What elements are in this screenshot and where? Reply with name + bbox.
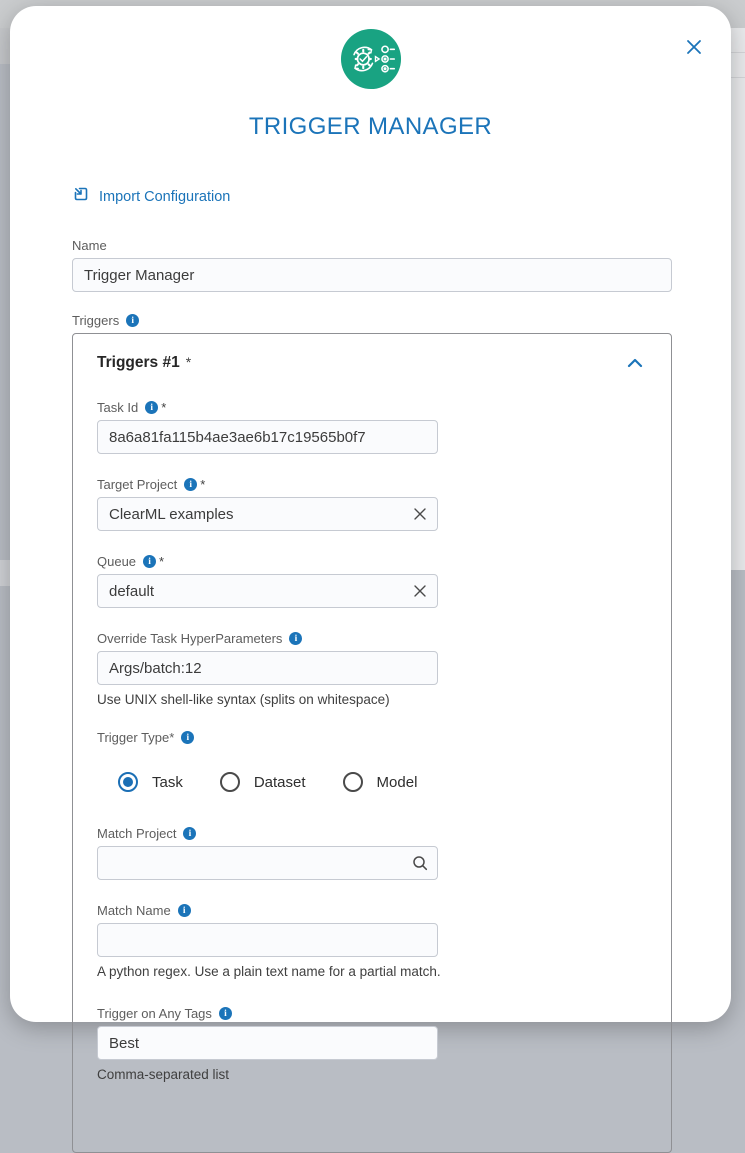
triggers-section-label: Triggers i — [72, 313, 672, 328]
match-project-label: Match Project i — [97, 826, 647, 841]
backdrop-divider — [729, 77, 745, 78]
queue-label: Queue i * — [97, 554, 165, 569]
clear-x-icon[interactable] — [411, 505, 429, 523]
import-configuration-label: Import Configuration — [99, 188, 231, 205]
trigger-tags-helper: Comma-separated list — [97, 1067, 230, 1082]
info-icon[interactable]: i — [181, 731, 194, 744]
trigger-manager-icon — [340, 28, 402, 95]
import-icon — [72, 185, 90, 208]
task-id-input[interactable] — [97, 420, 438, 454]
close-icon[interactable] — [683, 36, 705, 58]
info-icon[interactable]: i — [184, 478, 197, 491]
target-project-label: Target Project i * — [97, 477, 206, 492]
name-input[interactable] — [72, 258, 672, 292]
trigger-group-panel — [72, 333, 672, 1153]
info-icon[interactable]: i — [143, 555, 156, 568]
clear-x-icon[interactable] — [411, 582, 429, 600]
override-hyperparams-helper: Use UNIX shell-like syntax (splits on whitespace) — [97, 692, 390, 707]
info-icon[interactable]: i — [219, 1007, 232, 1020]
radio-icon — [118, 772, 138, 792]
info-icon[interactable]: i — [145, 401, 158, 414]
trigger-manager-dialog — [10, 6, 731, 1082]
override-hyperparams-input[interactable] — [97, 651, 438, 685]
chevron-up-icon[interactable] — [623, 351, 647, 375]
queue-input[interactable] — [97, 574, 438, 608]
target-project-input[interactable] — [97, 497, 438, 531]
info-icon[interactable]: i — [183, 827, 196, 840]
radio-model[interactable]: Model — [343, 772, 418, 792]
radio-dataset[interactable]: Dataset — [220, 772, 306, 792]
match-name-input[interactable] — [97, 923, 438, 957]
info-icon[interactable]: i — [178, 904, 191, 917]
override-hyperparams-label: Override Task HyperParameters i — [97, 631, 647, 646]
match-name-label: Match Name i — [97, 903, 647, 918]
backdrop-divider — [729, 52, 745, 53]
import-configuration-link[interactable] — [72, 185, 230, 208]
page-backdrop-right — [729, 28, 745, 570]
match-project-input[interactable] — [97, 846, 438, 880]
name-field-label: Name — [72, 238, 107, 253]
trigger-tags-input[interactable] — [97, 1026, 438, 1060]
search-icon[interactable] — [411, 854, 429, 872]
info-icon[interactable]: i — [289, 632, 302, 645]
page-title: TRIGGER MANAGER — [248, 113, 493, 140]
trigger-group-title: Triggers #1 * — [97, 354, 192, 371]
task-id-label: Task Id i * — [97, 400, 167, 415]
radio-icon — [220, 772, 240, 792]
info-icon[interactable]: i — [126, 314, 139, 327]
radio-icon — [343, 772, 363, 792]
trigger-type-label: Trigger Type* i — [97, 730, 647, 745]
trigger-type-radio-group — [97, 772, 647, 792]
trigger-tags-label: Trigger on Any Tags i — [97, 1006, 647, 1021]
match-name-helper: A python regex. Use a plain text name for a partial match. — [97, 964, 441, 979]
radio-task[interactable]: Task — [118, 772, 183, 792]
